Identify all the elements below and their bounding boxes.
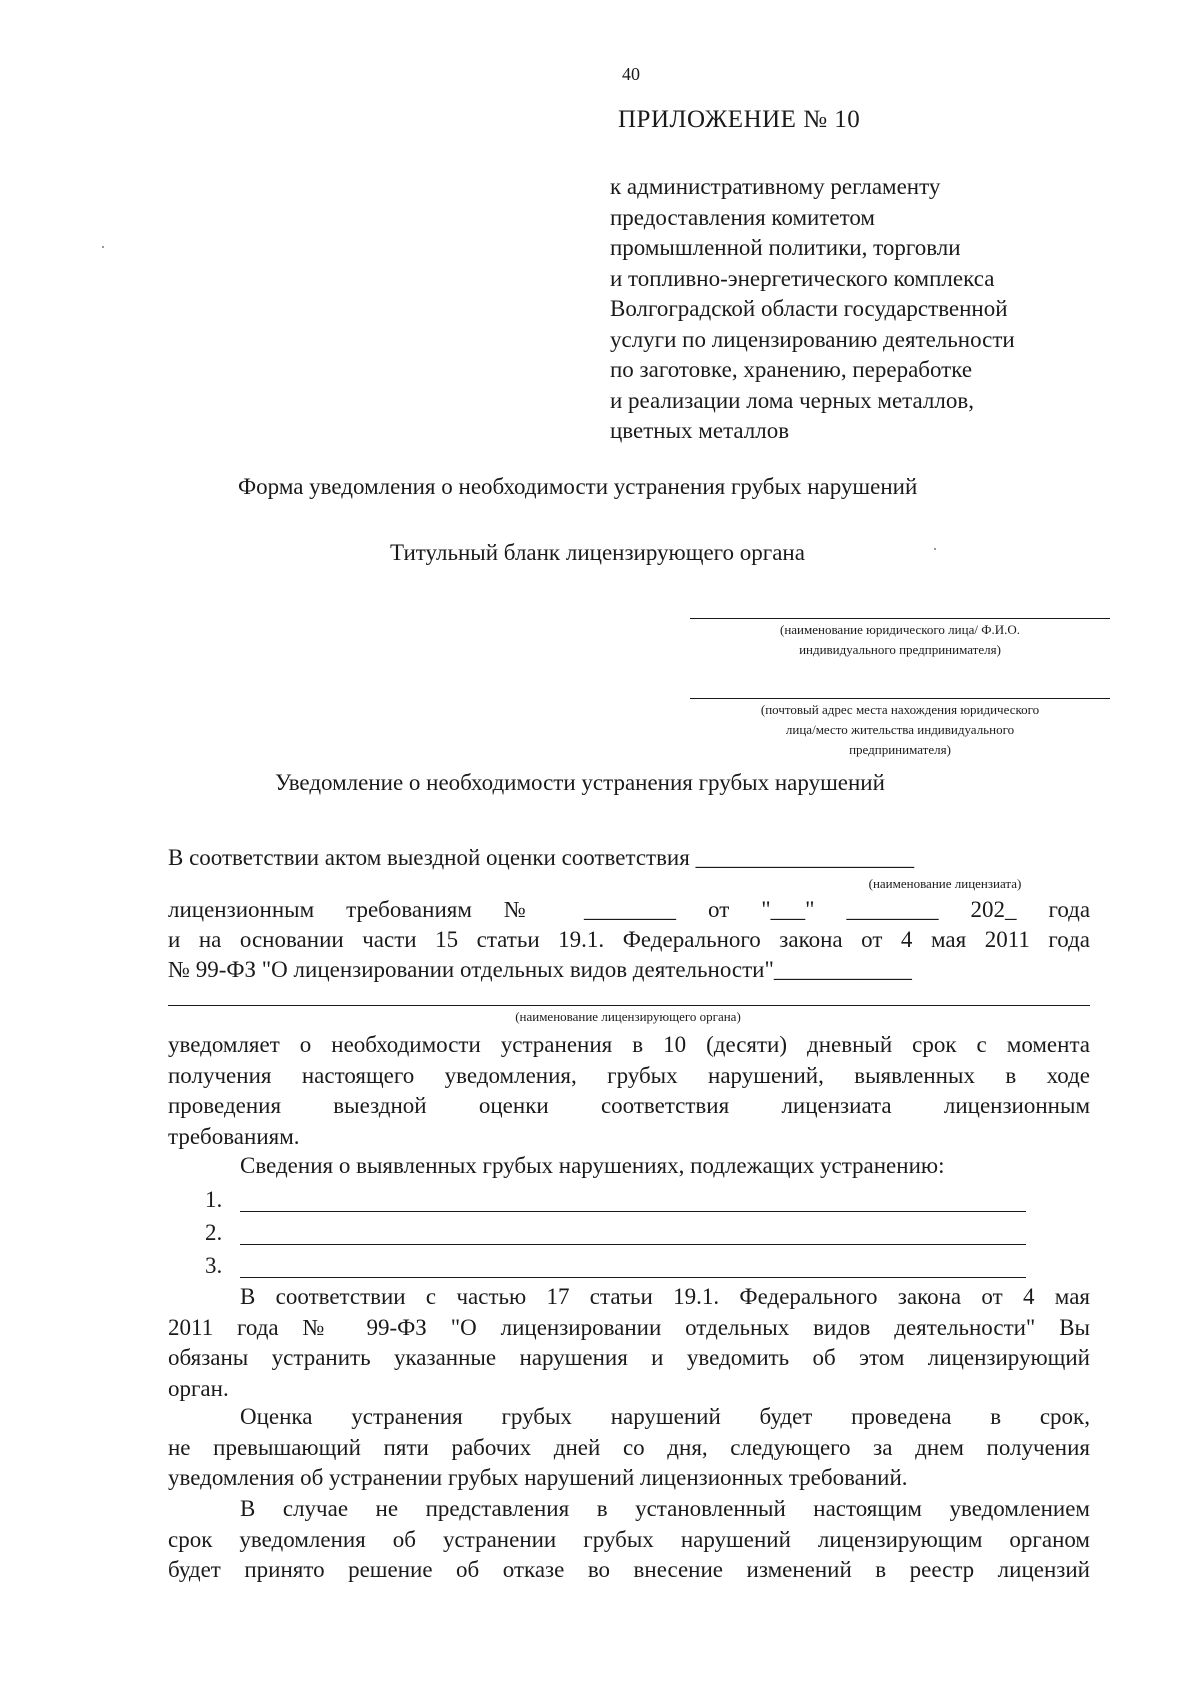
body-line-justified: лицензионным требованиям № ________ от "___" ________ 202_ года [168, 897, 1091, 922]
body-line-justified: и на основании части 15 статьи 19.1. Федерального закона от 4 мая 2011 года [168, 927, 1090, 952]
recipient-address-caption: (почтовый адрес места нахождения юридического лица/место жительства индивидуального предпринимателя) [760, 702, 1040, 757]
appendix-line: к административному регламенту [610, 174, 941, 199]
form-title: Форма уведомления о необходимости устранения грубых нарушений [238, 474, 918, 499]
blank-title: Титульный бланк лицензирующего органа [390, 540, 805, 565]
authority-line [168, 1005, 1090, 1006]
violation-item-number: 2. [205, 1220, 223, 1245]
appendix-line: по заготовке, хранению, переработке [610, 357, 973, 382]
violation-item-number: 1. [205, 1187, 223, 1212]
body-line: № 99-ФЗ "О лицензировании отдельных видов деятельности"____________ [168, 957, 912, 982]
violation-item-line [240, 1244, 1026, 1245]
appendix-line: и топливно-энергетического комплекса [610, 265, 995, 291]
appendix-title: ПРИЛОЖЕНИЕ № 10 [618, 106, 861, 133]
recipient-name-caption: (наименование юридического лица/ Ф.И.О. индивидуального предпринимателя) [779, 622, 1021, 657]
violations-heading: Сведения о выявленных грубых нарушениях, подлежащих устранению: [240, 1153, 945, 1178]
violation-item-number: 3. [205, 1253, 223, 1278]
appendix-line: цветных металлов [610, 418, 790, 443]
appendix-line: и реализации лома черных металлов, [610, 387, 974, 413]
appendix-description [610, 172, 1015, 447]
notice-title: Уведомление о необходимости устранения грубых нарушений [275, 770, 885, 795]
paragraph: Оценка устранения грубых нарушений будет проведена в срок, не превышающий пяти рабочих дней со дня, следующего за днем получения уведомления об устранении грубых нарушений лицензионных требований. [168, 1404, 1090, 1490]
authority-caption: (наименование лицензирующего органа) [515, 1009, 741, 1024]
page-number: 40 [622, 64, 640, 84]
paragraph: В случае не представления в установленный настоящим уведомлением срок уведомления об устранении грубых нарушений лицензирующим органом будет принято решение об отказе во внесение изменений в реестр лицензий [168, 1496, 1090, 1582]
appendix-line: Волгоградской области государственной [610, 296, 1008, 321]
scan-speck [934, 548, 936, 550]
scan-speck [102, 246, 104, 248]
violation-item-line [240, 1277, 1026, 1278]
body-line: В соответствии актом выездной оценки соответствия ___________________ [168, 845, 915, 870]
licensee-caption: (наименование лицензиата) [868, 876, 1022, 891]
paragraph: В соответствии с частью 17 статьи 19.1. Федерального закона от 4 мая 2011 года № 99-ФЗ "О лицензировании отдельных видов деятельности" Вы обязаны устранить указанные нарушения и уведомить об этом лицензирующий орган. [168, 1284, 1090, 1401]
appendix-line: промышленной политики, торговли [610, 235, 961, 260]
appendix-line: предоставления комитетом [610, 204, 875, 230]
recipient-address-line [690, 698, 1110, 699]
violation-item-line [240, 1211, 1026, 1212]
appendix-line: услуги по лицензированию деятельности [610, 326, 1015, 352]
paragraph: уведомляет о необходимости устранения в 10 (десяти) дневный срок с момента получения настоящего уведомления, грубых нарушений, выявленных в ходе проведения выездной оценки соответствия лицензиата лицензионным требованиям. [168, 1032, 1090, 1149]
recipient-name-line [690, 618, 1110, 619]
